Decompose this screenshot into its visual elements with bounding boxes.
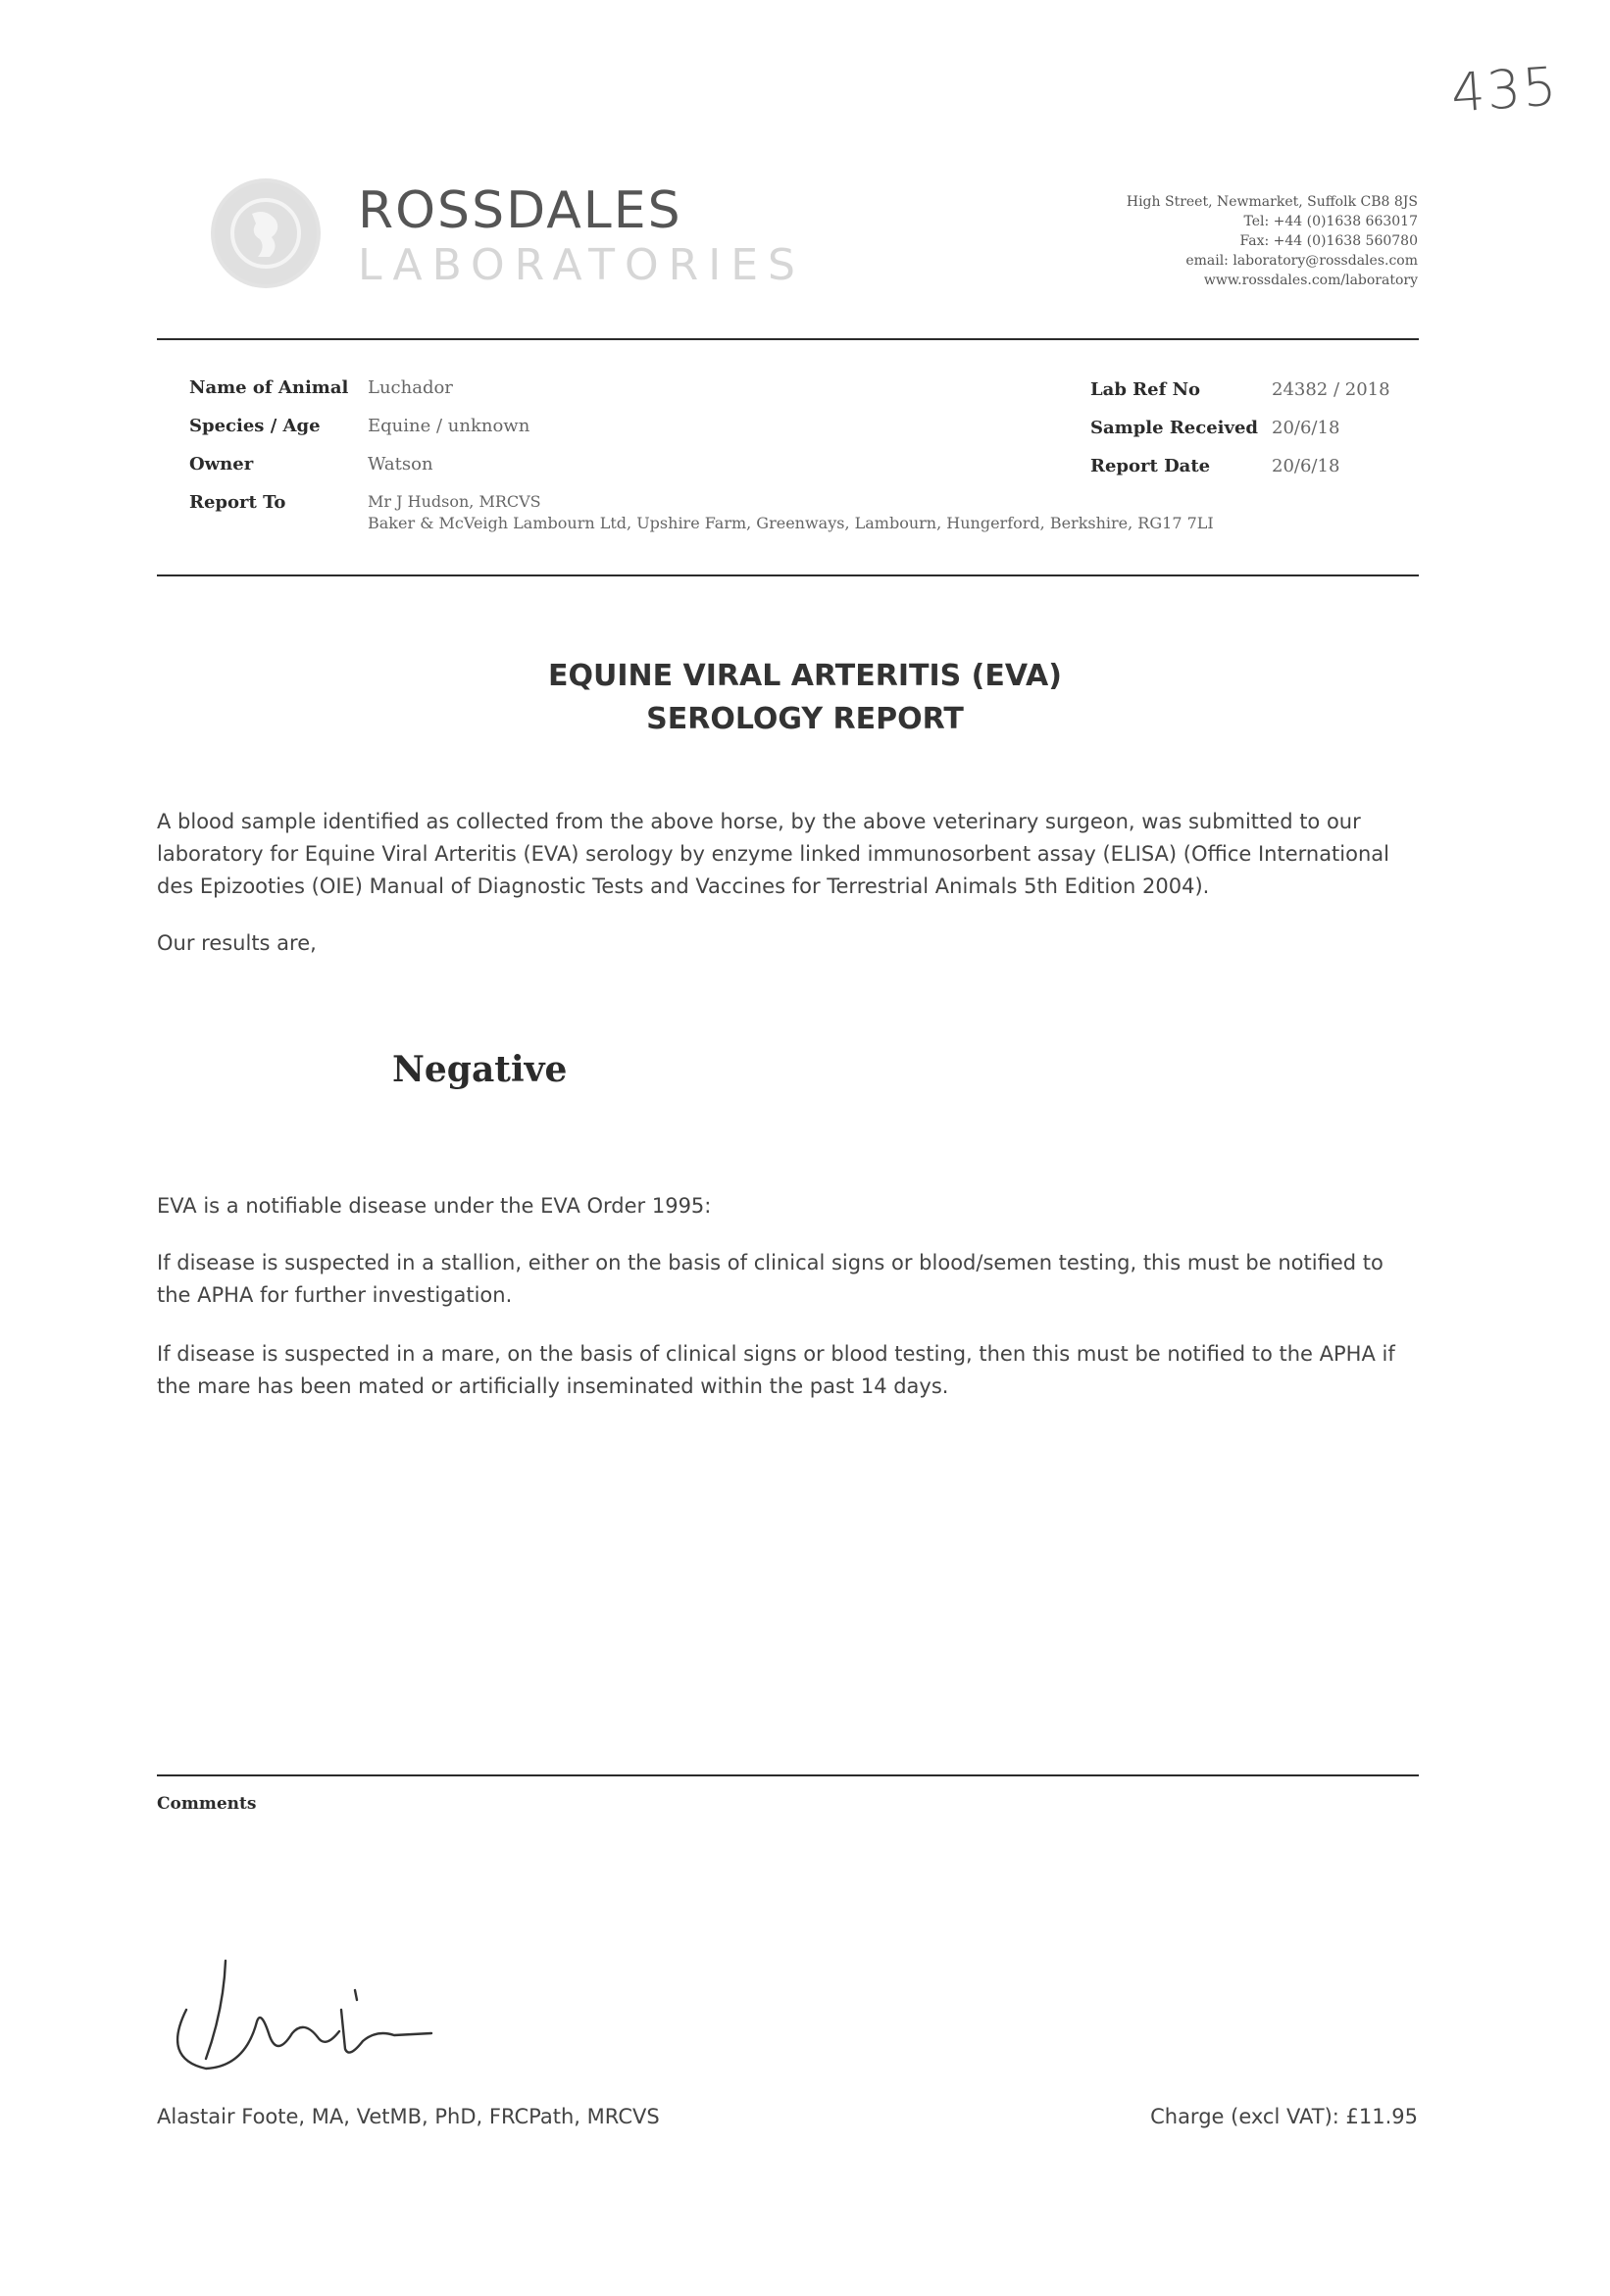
intro-paragraph: A blood sample identified as collected from the above horse, by the above veterinary surgeon, was submitted to our laboratory for Equine Viral Arteritis (EVA) serology by enzyme linked immunosorbent assay (ELISA) (Office International des Epizooties (OIE) Manual of Diagnostic Tests and Vaccines for Terrestrial Animals 5th Edition 2004). [157, 810, 1389, 898]
report-to-address: Baker & McVeigh Lambourn Ltd, Upshire Farm, Greenways, Lambourn, Hungerford, Berkshire, RG17 7LI [368, 514, 1214, 532]
animal-name-label: Name of Animal [189, 377, 349, 398]
divider [157, 574, 1419, 576]
mare-guidance: If disease is suspected in a mare, on the basis of clinical signs or blood testing, then this must be notified to the APHA if the mare has been mated or artificially inseminated within the past 14 days. [157, 1342, 1395, 1398]
sample-received-value: 20/6/18 [1272, 418, 1340, 438]
report-subtitle: SEROLOGY REPORT [646, 702, 964, 736]
animal-name-value: Luchador [368, 377, 453, 398]
owner-label: Owner [189, 454, 254, 474]
divider [157, 338, 1419, 340]
species-age-value: Equine / unknown [368, 416, 530, 436]
lab-ref-label: Lab Ref No [1090, 379, 1201, 400]
signatory-name: Alastair Foote, MA, VetMB, PhD, FRCPath, MRCVS [157, 2105, 660, 2128]
rossdales-logo-icon [211, 178, 321, 288]
address-line: Fax: +44 (0)1638 560780 [1239, 233, 1418, 249]
report-to-label: Report To [189, 492, 286, 513]
sample-received-label: Sample Received [1090, 418, 1259, 438]
owner-value: Watson [368, 454, 433, 474]
report-date-label: Report Date [1090, 456, 1211, 476]
divider [157, 1774, 1419, 1776]
brand-subtitle: LABORATORIES [358, 240, 805, 290]
results-lead: Our results are, [157, 931, 317, 955]
address-line: email: laboratory@rossdales.com [1185, 253, 1418, 269]
test-result: Negative [392, 1049, 568, 1090]
lab-address [1127, 192, 1418, 290]
page-number: 435 [1448, 55, 1561, 125]
comments-label: Comments [157, 1794, 257, 1814]
address-line: Tel: +44 (0)1638 663017 [1243, 214, 1418, 229]
report-date-value: 20/6/18 [1272, 456, 1340, 476]
address-line: High Street, Newmarket, Suffolk CB8 8JS [1126, 194, 1418, 210]
species-age-label: Species / Age [189, 416, 321, 436]
lab-ref-value: 24382 / 2018 [1272, 379, 1390, 400]
stallion-guidance: If disease is suspected in a stallion, either on the basis of clinical signs or blood/semen testing, this must be notified to the APHA for further investigation. [157, 1251, 1384, 1307]
address-line: www.rossdales.com/laboratory [1203, 273, 1418, 288]
report-to-value: Mr J Hudson, MRCVS [368, 492, 541, 511]
signature [167, 1951, 480, 2088]
report-title: EQUINE VIRAL ARTERITIS (EVA) [547, 659, 1062, 693]
notifiable-statement: EVA is a notifiable disease under the EVA Order 1995: [157, 1194, 712, 1218]
brand-name: ROSSDALES [358, 181, 682, 240]
charge-amount: Charge (excl VAT): £11.95 [1150, 2105, 1418, 2128]
